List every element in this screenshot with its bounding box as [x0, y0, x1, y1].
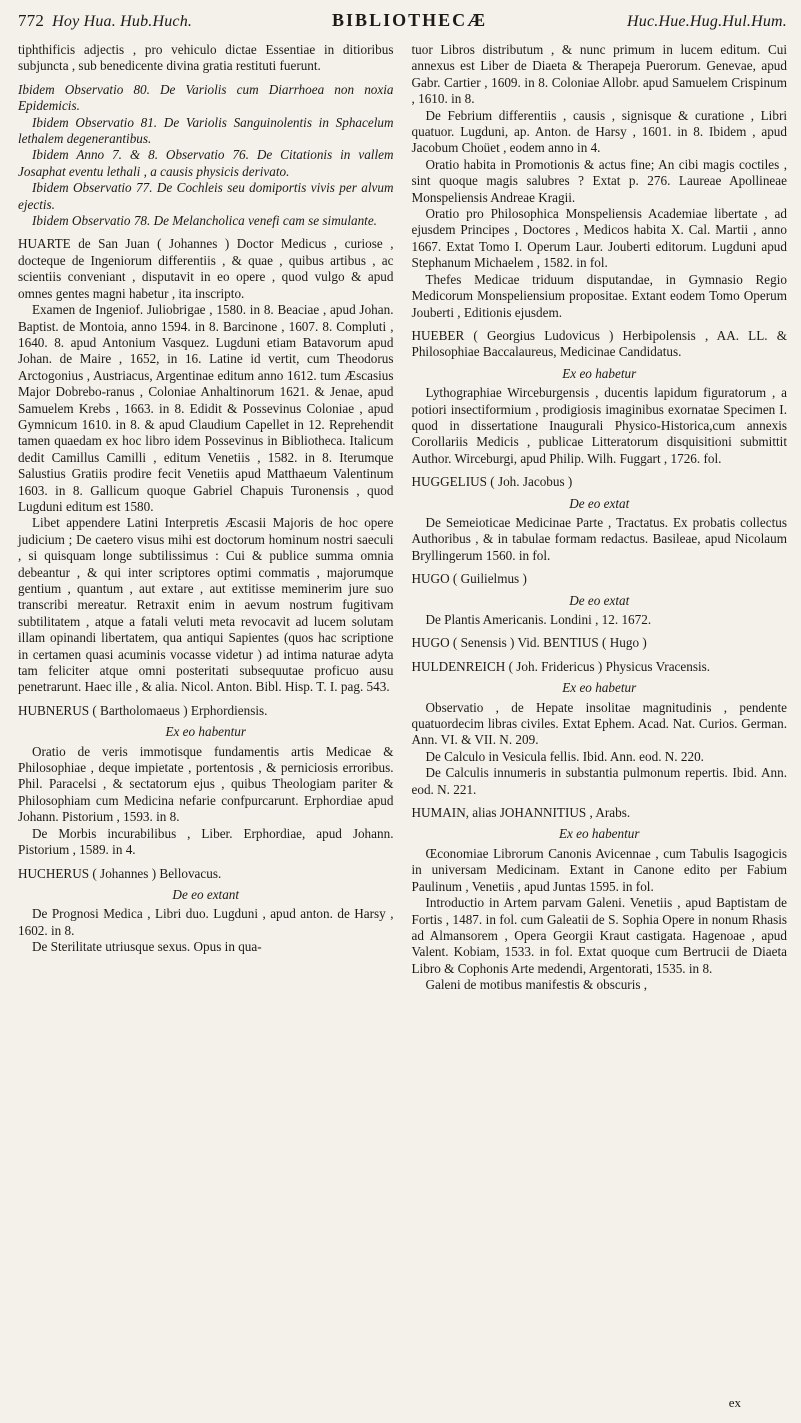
section-subheading: Ex eo habetur — [562, 680, 637, 696]
header-left-guide-words: Hoy Hua. Hub.Huch. — [52, 13, 193, 30]
entry-heading-paragraph: HUARTE de San Juan ( Johannes ) Doctor Medicus , curiose , docteque de Ingeniorum differentiis , & quae , quibus artibus , ac scientiis conveniant , disputavit in eo opere , quod vulgo & apud omnes gentes magni habetur , ita inscripto. — [18, 236, 394, 301]
section-subheading: De eo extat — [569, 495, 630, 511]
text-paragraph: Ibidem Anno 7. & 8. Observatio 76. De Citationis in vallem Josaphat eventu lethali , a causis physicis derivato. — [18, 147, 394, 179]
text-paragraph: De Morbis incurabilibus , Liber. Erphordiae, apud Johann. Pistorium , 1589. in 4. — [18, 825, 394, 858]
text-paragraph: tuor Libros distributum , & nunc primum in lucem editum. Cui annexus est Liber de Diaeta & Therapeja Puerorum. Genevae, apud Gabr. Cartier , 1609. in 8. Coloniae Allobr. apud Samuelem Crispinum , 1610. in 8. — [411, 42, 787, 107]
text-paragraph: Thefes Medicae triduum disputandae, in Gymnasio Regio Medicorum Monspeliensium propositae. Extant eodem Tomo Operum Jouberti , Editionis ejusdem. — [411, 271, 787, 320]
entry-heading-paragraph: HUMAIN, alias JOHANNITIUS , Arabs. — [411, 805, 631, 821]
entry-heading-paragraph: HUBNERUS ( Bartholomaeus ) Erphordiensis. — [18, 702, 268, 718]
section-subheading: Ex eo habentur — [165, 724, 247, 740]
entry-heading-paragraph: HUEBER ( Georgius Ludovicus ) Herbipolensis , AA. LL. & Philosophiae Baccalaureus, Medicinae Candidatus. — [411, 327, 787, 360]
text-paragraph: Lythographiae Wirceburgensis , ducentis lapidum figuratorum , a potiori insectiformium , prodigiosis imaginibus exornatae Specimen I. quod in dissertatione Inaugurali Physico-Historica,cum annexis Corollariis Medicis , publicae Litteratorum disquisitioni submittit Author. Wirceburgi, apud Philip. Wilh. Fuggart , 1726. fol. — [411, 385, 787, 466]
running-header — [18, 10, 787, 40]
text-paragraph: Œconomiae Librorum Canonis Avicennae , cum Tabulis Isagogicis in universam Medicinam. Extant in Canone edito per Fabium Paulinum , Venetiis , apud Juntas 1595. in fol. — [411, 845, 787, 894]
text-paragraph: Introductio in Artem parvam Galeni. Venetiis , apud Baptistam de Fortis , 1487. in fol. cum Galeatii de S. Sophia Opere in nonum Rhasis ad Almansorem , Opera Georgii Kraut castigata. Hagenoae , apud Valent. Kobiam, 1533. in fol. Extat quoque cum Bertrucii de Diaeta Libro & Cophonis Arte medendi, Argentorati, 1535. in 8. — [411, 895, 787, 976]
text-paragraph: De Calculis innumeris in substantia pulmonum repertis. Ibid. Ann. eod. N. 221. — [411, 765, 787, 797]
section-subheading: De eo extat — [569, 592, 630, 608]
entry-heading-paragraph: HUCHERUS ( Johannes ) Bellovacus. — [18, 865, 222, 881]
text-paragraph: Examen de Ingeniof. Juliobrigae , 1580. in 8. Beaciae , apud Johan. Baptist. de Montoia, anno 1594. in 8. Barcinone , 1607. 8. Compluti , 1640. 8. apud Antonium Vasquez. Lugduni etiam Batavorum apud Johan. de Maire , 1652, in 16. Latine id vertit, cum Theodorus Arctogonius , Austriacus, Argentinae editum anno 1612. tum Æscasius Major Dobrebo-ranus , Coloniae Anhaltinorum 1621. & Jenae, apud Samuelem Krebs , 1663. in 8. Edidit & Possevinus Coloniae , apud Gymnicum 1610. in 8. & apud Claudium Capellet in 12. Reprehendit tamen quaedam ex hoc libro idem Possevinus in Bibliotheca. Italicum dedit Camillus Camilli , editum Venetiis , 1582. in 8. Iterumque Salustius Gratiis prodire fecit Venetiis apud Matthaeum Valentinum 1603. in 8. Gallicum quoque Gabriel Chapuis Turonensis , quod Lugduni editum est 1580. — [18, 302, 394, 514]
text-paragraph: De Prognosi Medica , Libri duo. Lugduni , apud anton. de Harsy , 1602. in 8. — [18, 906, 394, 938]
right-column — [412, 42, 788, 994]
header-right-guide-words: Huc.Hue.Hug.Hul.Hum. — [627, 13, 787, 30]
text-paragraph: De Plantis Americanis. Londini , 12. 1672. — [425, 612, 652, 627]
text-paragraph: Libet appendere Latini Interpretis Æscasii Majoris de hoc opere judicium ; De caetero visus mihi est doctorum hominum nostri saeculi , si quisquam longe subtilissimus : Cui & publice summa omnia debeantur , & qui inter scriptores optimi commatis , majorumque gentium , quantum , aut extare , aut extitisse meminerim jure suo transcribi mereatur. Retraxit enim in aevum nostrum fugitivam subtilitatem , atque a fatali veluti meta revocavit ad lucem solutam illam opinandi libertatem, qua antiqui Sapientes (quos hac scriptione in certamen quasi acuminis vocasse videtur ) ad intima naturae adyta tam feliciter atque omni posteritati subsequutae proficuo ausu penetrarunt. Haec ille , & alia. Nicol. Anton. Bibl. Hisp. T. I. pag. 543. — [18, 515, 394, 695]
text-paragraph: Ibidem Observatio 78. De Melancholica venefi cam se simulante. — [32, 213, 377, 229]
text-paragraph: Oratio pro Philosophica Monspeliensis Academiae libertate , ad ejusdem Principes , Doctores , Medicos habita X. Cal. Martii , anno 1667. Extat Tomo I. Operum Laur. Jouberti editorum. Lugduni apud Stephanum Michaelem , 1582. in fol. — [411, 206, 787, 271]
entry-heading-paragraph: HUGGELIUS ( Joh. Jacobus ) — [411, 474, 573, 490]
header-title: BIBLIOTHECÆ — [332, 10, 488, 30]
text-paragraph: De Semeioticae Medicinae Parte , Tractatus. Ex probatis collectus Authoribus , & in tabulae formam redactus. Basileae, apud Nicolaum Bryllingerum 1560. in fol. — [411, 514, 787, 563]
section-subheading: Ex eo habetur — [562, 365, 637, 381]
section-subheading: De eo extant — [172, 886, 240, 902]
section-subheading: Ex eo habentur — [558, 826, 640, 842]
text-paragraph: Oratio habita in Promotionis & actus fine; An cibi magis coctiles , sint quoque magis salubres ? Extat p. 276. Laureae Apollineae Monspeliensis Andreae Kragii. — [411, 156, 787, 205]
page-number: 772 — [18, 11, 45, 30]
left-column — [18, 42, 394, 994]
entry-heading-paragraph: Ibidem Observatio 80. De Variolis cum Diarrhoea non noxia Epidemicis. — [18, 81, 394, 114]
text-paragraph: Ibidem Observatio 81. De Variolis Sanguinolentis in Sphacelum lethalem degenerantibus. — [18, 114, 394, 147]
catchword: ex — [728, 1395, 741, 1410]
text-paragraph: De Calculo in Vesicula fellis. Ibid. Ann. eod. N. 220. — [425, 748, 704, 764]
two-column-body — [18, 42, 787, 994]
text-paragraph: Oratio de veris immotisque fundamentis artis Medicae & Philosophiae , deque impietate , portentosis , & perniciosis erroribus. Phil. Paracelsi , & sectatorum ejus , quibus Theologiam pariter & Philosophiam cum Medicina nefarie confpurcarunt. Erphordiae apud Johann. Pistorium , 1593. in 8. — [18, 743, 394, 825]
text-paragraph: De Sterilitate utriusque sexus. Opus in qua- — [32, 939, 262, 955]
entry-heading-paragraph: HUGO ( Senensis ) Vid. BENTIUS ( Hugo ) — [411, 635, 647, 651]
text-paragraph: Galeni de motibus manifestis & obscuris , — [425, 977, 648, 993]
entry-heading-paragraph: HUGO ( Guilielmus ) — [411, 571, 527, 587]
text-paragraph: De Febrium differentiis , causis , signisque & curatione , Libri quatuor. Lugduni, ap. Anton. de Harsy , 1601. in 8. Ibidem , apud Jacobum Choüet , eodem anno in 4. — [411, 107, 787, 156]
text-paragraph: Observatio , de Hepate insolitae magnitudinis , pendente quatuordecim libras civiles. Extat Ephem. Acad. Nat. Curios. German. Ann. VI. & VII. N. 209. — [411, 699, 787, 748]
text-paragraph: Ibidem Observatio 77. De Cochleis seu domiportis vivis per alvum ejectis. — [18, 180, 394, 212]
text-paragraph: tiphthificis adjectis , pro vehiculo dictae Essentiae in ditioribus subjuncta , sub benedicente divina gratia restituti fuerunt. — [18, 42, 394, 74]
entry-heading-paragraph: HULDENREICH ( Joh. Fridericus ) Physicus Vracensis. — [411, 658, 711, 674]
